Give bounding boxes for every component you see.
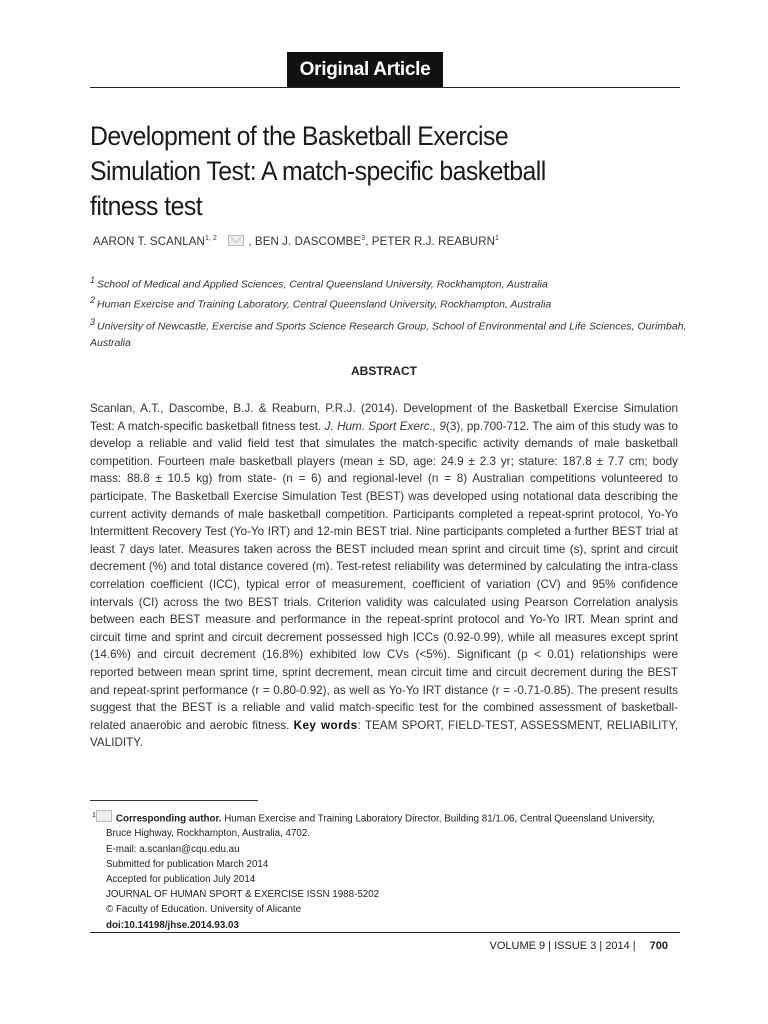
abstract-citation: Scanlan, A.T., Dascombe, B.J. & Reaburn, P.R.J. (2014). Development of the Basketball Exercise Simulation Test: A match-specific basketball fitness test. <box>90 402 678 433</box>
footnote-accepted: Accepted for publication July 2014 <box>106 874 256 886</box>
corresponding-text: Human Exercise and Training Laboratory Director, Building 81/1.06, Central Queensland University, <box>221 813 655 825</box>
article-title: Development of the Basketball Exercise Simulation Test: A match-specific basketball fitness test <box>90 121 546 221</box>
affiliation-2-number: 2 <box>90 295 96 305</box>
abstract-journal: J. Hum. Sport Exerc., 9 <box>324 419 446 433</box>
footnote-email[interactable]: E-mail: a.scanlan@cqu.edu.au <box>106 843 240 855</box>
abstract-body <box>90 400 678 752</box>
footnote-corresponding <box>92 808 692 826</box>
affiliation-1-number: 1 <box>90 275 96 285</box>
footnote-rule <box>90 800 258 801</box>
affiliation-2-text: Human Exercise and Training Laboratory, Central Queensland University, Rockhampton, Australia <box>97 298 552 311</box>
footnote-copyright: © Faculty of Education. University of Alicante <box>106 904 302 916</box>
affiliation-3-number: 3 <box>90 317 96 327</box>
affiliation-2 <box>90 292 690 313</box>
footnote-doi[interactable]: doi:10.14198/jhse.2014.93.03 <box>106 919 239 931</box>
author-3-name: , PETER R.J. REABURN <box>365 236 496 248</box>
author-1-name: AARON T. SCANLAN <box>93 236 205 248</box>
keywords-label: Key words <box>293 718 358 732</box>
footnote-address: Bruce Highway, Rockhampton, Australia, 4702. <box>106 828 311 840</box>
author-1-affil: 1, 2 <box>204 235 218 243</box>
author-3-affil: 1 <box>495 235 500 243</box>
author-2-affil: 3 <box>361 235 366 243</box>
affiliation-1-text: School of Medical and Applied Sciences, Central Queensland University, Rockhampton, Australia <box>97 278 548 291</box>
keywords-text: : TEAM SPORT, FIELD-TEST, ASSESSMENT, RELIABILITY, VALIDITY. <box>90 718 678 750</box>
corresponding-label: Corresponding author. <box>115 813 222 825</box>
footnote-submitted: Submitted for publication March 2014 <box>106 858 269 870</box>
footnote <box>92 808 692 933</box>
author-2-name: , BEN J. DASCOMBE <box>248 236 362 248</box>
affiliation-1 <box>90 272 690 293</box>
envelope-icon <box>96 810 112 822</box>
affiliation-3 <box>90 314 690 351</box>
author-line <box>93 235 499 248</box>
volume-issue-year: VOLUME 9 | ISSUE 3 | 2014 | <box>489 940 636 952</box>
footer-rule <box>90 932 680 933</box>
footnote-mark: 1 <box>92 812 96 819</box>
mail-icon[interactable] <box>228 235 244 246</box>
affiliation-3-text: University of Newcastle, Exercise and Sports Science Research Group, School of Environmental and Life Sciences, Ourimbah, Australia <box>90 320 687 349</box>
article-type-badge: Original Article <box>287 52 443 88</box>
abstract-text: (3), pp.700-712. The aim of this study was to develop a reliable and valid field test that simulates the match-specific activity demands of male basketball competition. Fourteen male basketball players (mean ± SD, age: 24.9 ± 2.3 yr; stature: 187.8 ± 7.7 cm; body mass: 88.8 ± 10.5 kg) from state- (n = 6) and regional-level (n = 8) Australian competitions volunteered to participate. The Basketball Exercise Simulation Test (BEST) was developed using notational data describing the current activity demands of male basketball competition. Participants completed a repeat-sprint protocol, Yo-Yo Intermittent Recovery Test (Yo-Yo IRT) and 12-min BEST trial. Nine participants completed a further BEST trial at least 7 days later. Measures taken across the BEST included mean sprint and circuit time (s), sprint and circuit decrement (%) and total distance covered (m). Test-retest reliability was determined by calculating the intra-class correlation coefficient (ICC), typical error of measurement, coefficient of variation (CV) and 95% confidence intervals (CI) across the two BEST trials. Criterion validity was calculated using Pearson Correlation analysis between each BEST measure and performance in the repeat-sprint protocol and Yo-Yo IRT. Mean sprint and circuit time and sprint and circuit decrement possessed high ICCs (0.92-0.99), while all measures except sprint (14.6%) and circuit decrement (16.8%) exhibited low CVs (<5%). Significant (p < 0.01) relationships were reported between mean sprint time, sprint decrement, mean circuit time and circuit decrement during the BEST and repeat-sprint performance (r = 0.80-0.92), as well as Yo-Yo IRT distance (r = -0.71-0.85). The present results suggest that the BEST is a reliable and valid match-specific test for the combined assessment of basketball-related anaerobic and aerobic fitness. <box>90 419 678 732</box>
footer-volume <box>490 940 669 952</box>
abstract-heading: ABSTRACT <box>351 364 417 378</box>
page-number: 700 <box>649 940 668 952</box>
footnote-journal: JOURNAL OF HUMAN SPORT & EXERCISE ISSN 1988-5202 <box>106 889 380 901</box>
header-rule <box>90 87 680 88</box>
